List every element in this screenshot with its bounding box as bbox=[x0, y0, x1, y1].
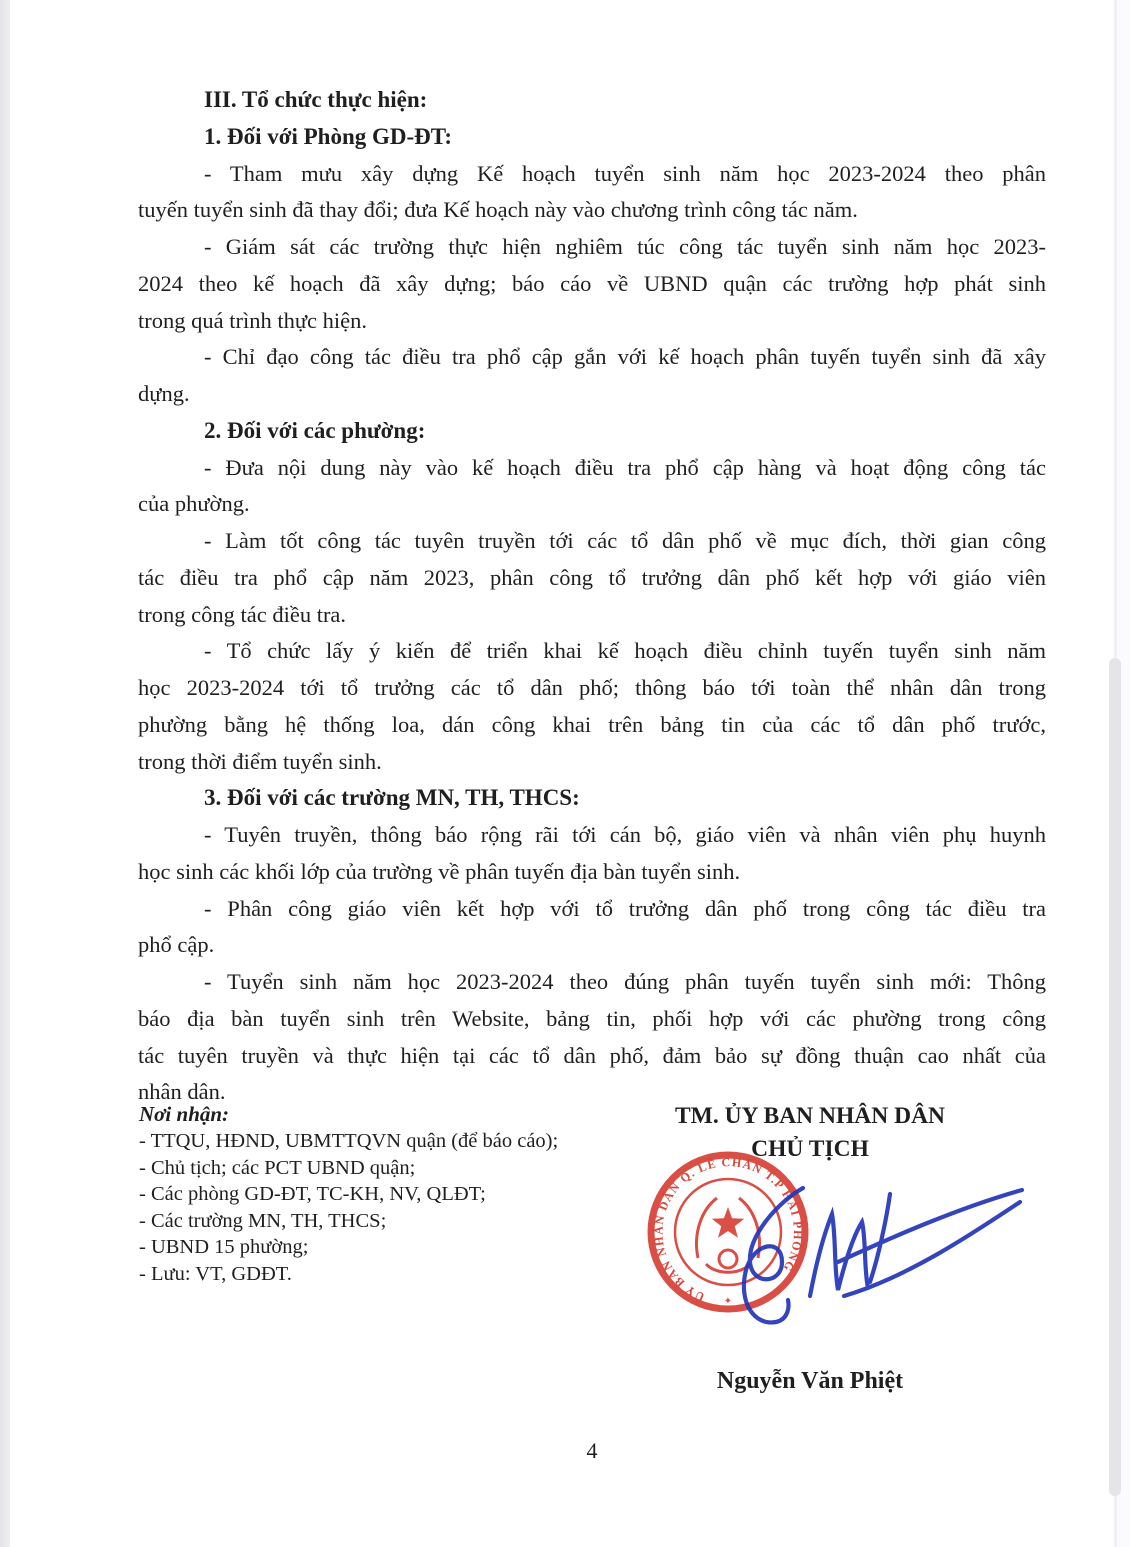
body-line: - Đưa nội dung này vào kế hoạch điều tra phổ cập hàng và hoạt động công tác bbox=[204, 454, 1046, 480]
body-line: - Tuyên truyền, thông báo rộng rãi tới cán bộ, giáo viên và nhân viên phụ huynh bbox=[204, 822, 1046, 847]
sub-heading: 3. Đối với các trường MN, TH, THCS: bbox=[204, 785, 580, 811]
body-line: tác tuyên truyền và thực hiện tại các tổ dân phố, đảm bảo sự đồng thuận cao nhất của bbox=[138, 1042, 1046, 1068]
recipients-block bbox=[139, 1100, 599, 1287]
seal-text: ỦY BAN NHÂN DÂN Q. LÊ CHÂN T.P HẢI PHÒNG bbox=[651, 1155, 806, 1305]
sub-heading: 1. Đối với Phòng GD-ĐT: bbox=[204, 123, 453, 149]
signing-title: CHỦ TỊCH bbox=[751, 1136, 869, 1162]
body-line: - Tham mưu xây dựng Kế hoạch tuyển sinh năm học 2023-2024 theo phân bbox=[204, 160, 1046, 186]
scrollbar-thumb[interactable] bbox=[1109, 658, 1121, 1496]
handwritten-signature bbox=[690, 1150, 1030, 1335]
body-line: - Làm tốt công tác tuyên truyền tới các tổ dân phố về mục đích, thời gian công bbox=[204, 528, 1046, 553]
body-line: phổ cập. bbox=[138, 932, 215, 958]
body-line: trong quá trình thực hiện. bbox=[138, 307, 368, 333]
body-line: dựng. bbox=[138, 381, 190, 406]
body-line: học sinh các khối lớp của trường về phân tuyến địa bàn tuyển sinh. bbox=[138, 858, 741, 884]
scan-edge-left bbox=[0, 0, 10, 1547]
recipient-item: - Các phòng GD-ĐT, TC-KH, NV, QLĐT; bbox=[139, 1183, 486, 1205]
body-line: - Giám sát các trường thực hiện nghiêm túc công tác tuyển sinh năm học 2023- bbox=[204, 234, 1046, 259]
body-line: trong công tác điều tra. bbox=[138, 601, 347, 627]
section-heading: III. Tổ chức thực hiện: bbox=[204, 87, 428, 112]
body-line: - Tuyển sinh năm học 2023-2024 theo đúng phân tuyến tuyển sinh mới: Thông bbox=[204, 969, 1046, 994]
body-line: - Chỉ đạo công tác điều tra phổ cập gắn với kế hoạch phân tuyến tuyển sinh đã xây bbox=[204, 344, 1046, 370]
seal-separator-icon: ✦ bbox=[723, 1296, 733, 1307]
page-number: 4 bbox=[586, 1438, 598, 1463]
body-line: tuyến tuyển sinh đã thay đổi; đưa Kế hoạch này vào chương trình công tác năm. bbox=[138, 197, 858, 223]
body-line: nhân dân. bbox=[138, 1079, 226, 1105]
recipient-item: - Lưu: VT, GDĐT. bbox=[139, 1262, 292, 1285]
recipients-title: Nơi nhận: bbox=[139, 1102, 230, 1126]
body-line: - Phân công giáo viên kết hợp với tổ trưởng dân phố trong công tác điều tra bbox=[204, 895, 1046, 921]
body-line: báo địa bàn tuyển sinh trên Website, bảng tin, phối hợp với các phường trong công bbox=[138, 1005, 1046, 1031]
document-body bbox=[138, 82, 1046, 1111]
body-line: - Tổ chức lấy ý kiến để triển khai kế hoạch điều chỉnh tuyến tuyển sinh năm bbox=[204, 638, 1046, 664]
body-line: trong thời điểm tuyển sinh. bbox=[138, 748, 382, 774]
body-line: phường bằng hệ thống loa, dán công khai trên bảng tin của các tổ dân phố trước, bbox=[138, 711, 1046, 737]
recipient-item: - Các trường MN, TH, THCS; bbox=[139, 1209, 387, 1232]
body-line: 2024 theo kế hoạch đã xây dựng; báo cáo về UBND quận các trường hợp phát sinh bbox=[138, 270, 1046, 296]
body-line: học 2023-2024 tới tổ trưởng các tổ dân phố; thông báo tới toàn thể nhân dân trong bbox=[138, 675, 1046, 700]
recipient-item: - Chủ tịch; các PCT UBND quận; bbox=[139, 1156, 416, 1179]
signer-name: Nguyễn Văn Phiệt bbox=[716, 1368, 904, 1394]
signing-org: TM. ỦY BAN NHÂN DÂN bbox=[674, 1103, 946, 1129]
body-line: tác điều tra phổ cập năm 2023, phân công tổ trưởng dân phố kết hợp với giáo viên bbox=[138, 564, 1046, 590]
recipient-item: - UBND 15 phường; bbox=[139, 1236, 309, 1258]
sub-heading: 2. Đối với các phường: bbox=[204, 417, 426, 443]
body-line: của phường. bbox=[138, 491, 250, 517]
recipient-item: - TTQU, HĐND, UBMTTQVN quận (để báo cáo); bbox=[139, 1130, 559, 1152]
